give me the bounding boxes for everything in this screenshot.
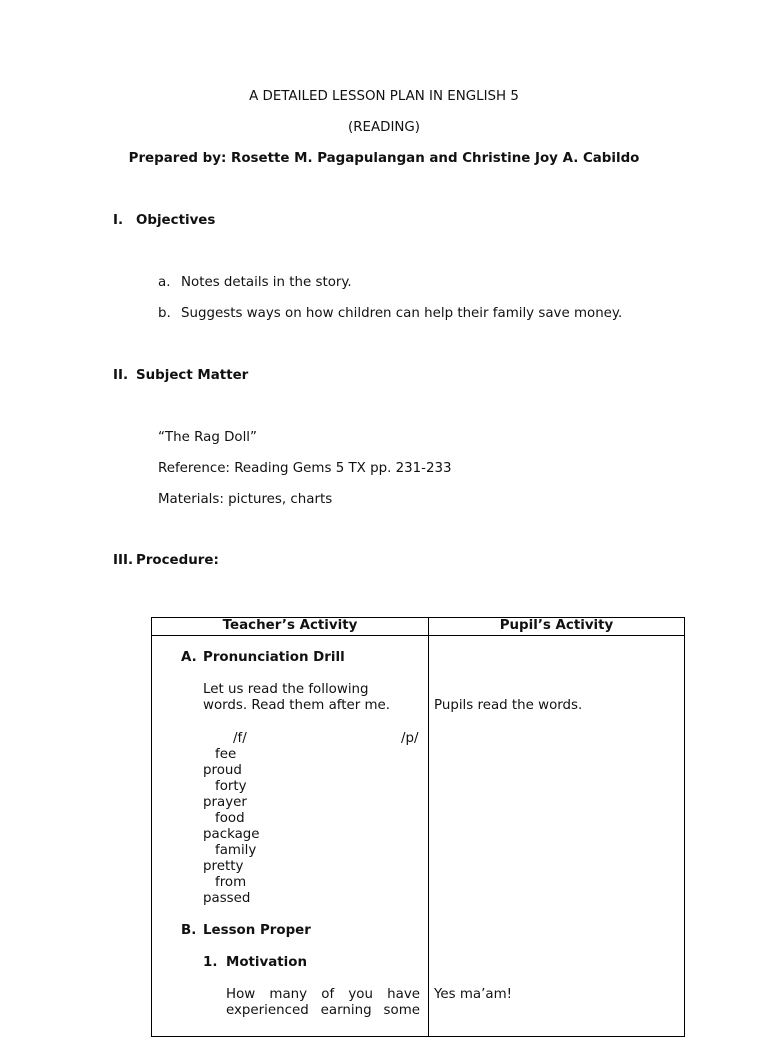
objective-marker-b: b. <box>158 306 171 321</box>
materials-line: Materials: pictures, charts <box>158 492 333 507</box>
pupil-response-yes: Yes ma’am! <box>434 987 512 1002</box>
drill-word: package <box>203 827 260 842</box>
header-divider <box>152 635 684 636</box>
drill-word: forty <box>215 779 247 794</box>
drill-word: prayer <box>203 795 247 810</box>
section-number-objectives: I. <box>113 213 124 228</box>
drill-word: from <box>215 875 247 890</box>
prepared-by: Prepared by: Rosette M. Pagapulangan and Christine Joy A. Cabildo <box>128 151 640 166</box>
section-b-title: Lesson Proper <box>203 923 311 938</box>
motivation-question-line1: How many of you have <box>226 987 420 1002</box>
section-heading-subject: Subject Matter <box>136 368 249 383</box>
document-subtitle: (READING) <box>347 120 421 135</box>
section-a-title: Pronunciation Drill <box>203 650 345 665</box>
objective-text-a: Notes details in the story. <box>181 275 352 290</box>
pupil-activity-header: Pupil’s Activity <box>499 618 614 633</box>
reference-line: Reference: Reading Gems 5 TX pp. 231-233 <box>158 461 452 476</box>
section-heading-objectives: Objectives <box>136 213 216 228</box>
motivation-marker: 1. <box>203 955 218 970</box>
teacher-activity-header: Teacher’s Activity <box>222 618 358 633</box>
section-number-subject: II. <box>113 368 129 383</box>
motivation-title: Motivation <box>226 955 308 970</box>
sound-p-label: /p/ <box>401 731 419 746</box>
section-a-marker: A. <box>181 650 197 665</box>
drill-word: fee <box>215 747 237 762</box>
section-heading-procedure: Procedure: <box>136 553 219 568</box>
sound-f-label: /f/ <box>233 731 247 746</box>
drill-word: passed <box>203 891 251 906</box>
objective-marker-a: a. <box>158 275 171 290</box>
section-number-procedure: III. <box>113 553 134 568</box>
objective-text-b: Suggests ways on how children can help their family save money. <box>181 306 623 321</box>
drill-word: proud <box>203 763 242 778</box>
activity-table <box>151 617 685 1037</box>
drill-word: food <box>215 811 245 826</box>
document-title: A DETAILED LESSON PLAN IN ENGLISH 5 <box>249 89 519 104</box>
drill-instruction-line2: words. Read them after me. <box>203 698 391 713</box>
motivation-question-line2: experienced earning some <box>226 1003 420 1018</box>
section-b-marker: B. <box>181 923 197 938</box>
drill-word: family <box>215 843 257 858</box>
story-title: “The Rag Doll” <box>158 430 257 445</box>
drill-instruction-line1: Let us read the following <box>203 682 369 697</box>
drill-word: pretty <box>203 859 244 874</box>
column-divider <box>428 618 429 1036</box>
pupil-response-read-words: Pupils read the words. <box>434 698 583 713</box>
